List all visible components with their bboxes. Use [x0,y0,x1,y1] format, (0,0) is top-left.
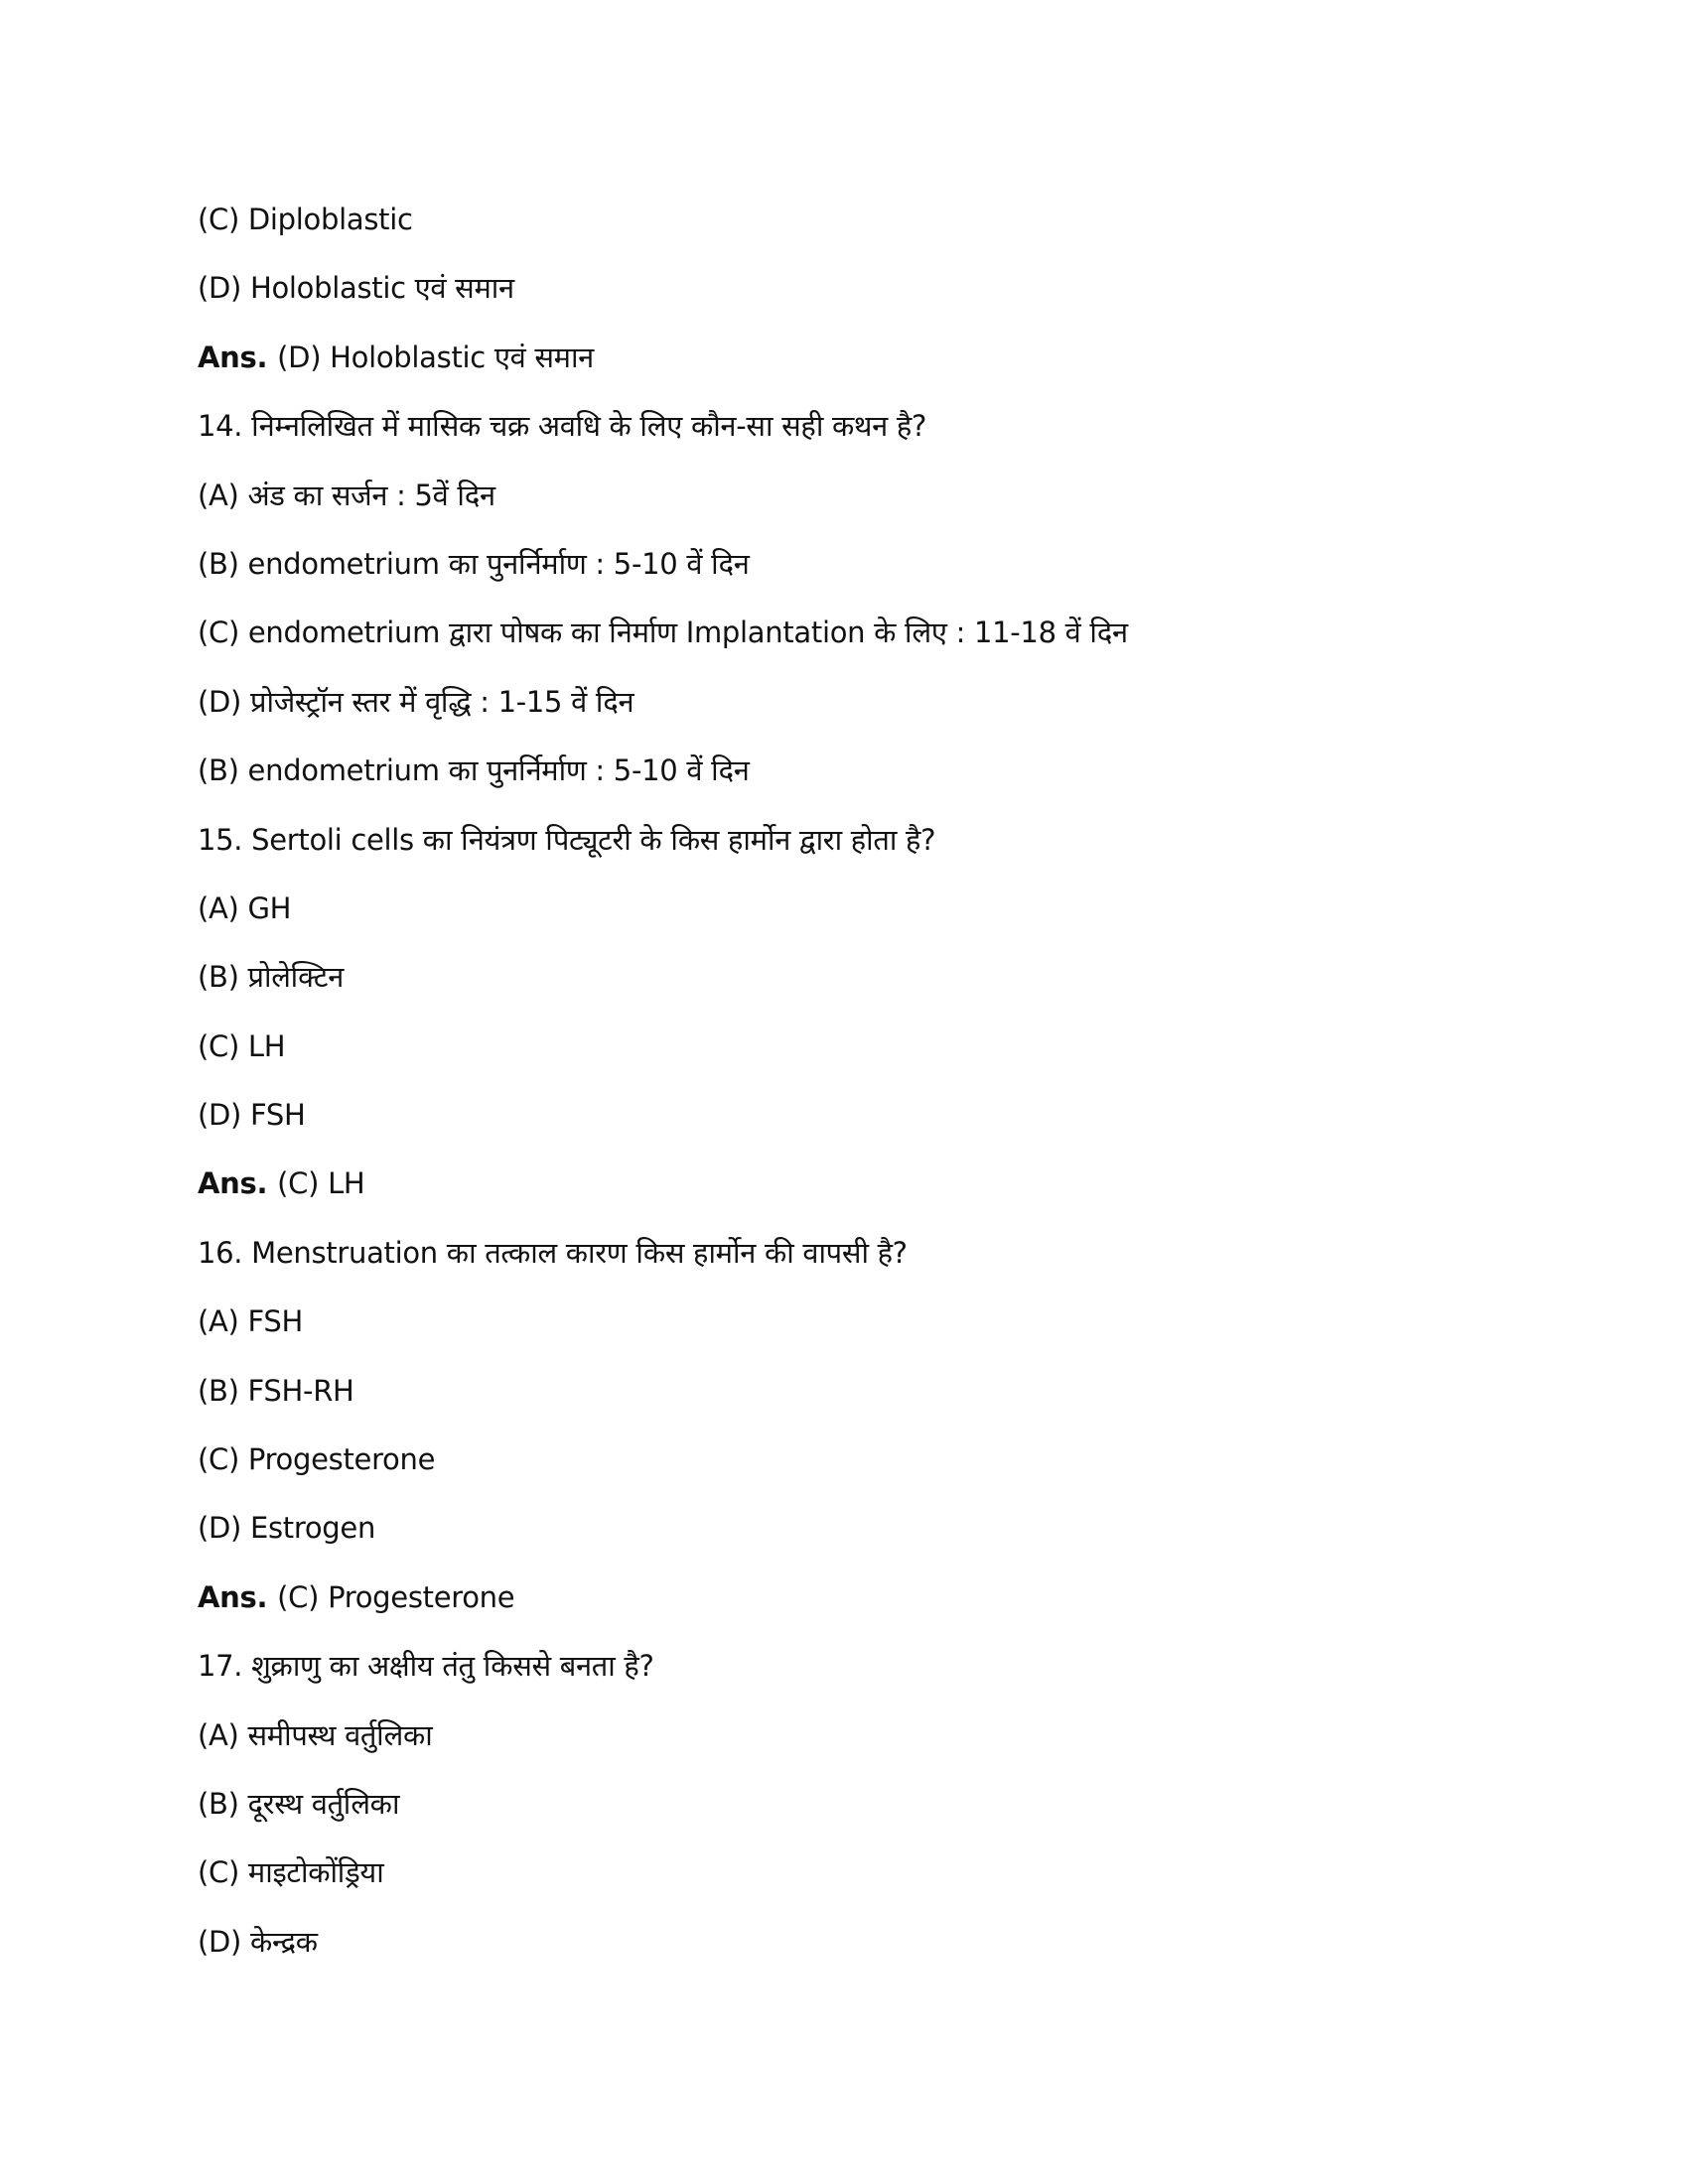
answer-text: (C) LH [277,1166,365,1201]
question-text: 14. निम्नलिखित में मासिक चक्र अवधि के लिए कौन-सा सही कथन है? [198,409,927,444]
option-text: (A) GH [198,890,292,925]
option-text: (C) Diploblastic [198,203,413,236]
document-body [198,186,1588,1977]
option-text: (D) प्रोजेस्ट्रॉन स्तर में वृद्धि : 1-15 वें दिन [198,684,634,719]
answer-label: Ans. [198,340,268,374]
option-text: (B) प्रोलेक्टिन [198,960,345,995]
option-text: (A) FSH [198,1304,303,1339]
question-text: 15. Sertoli cells का नियंत्रण पिट्यूटरी के किस हार्मोन द्वारा होता है? [198,822,936,857]
option-text: (D) केन्द्रक [198,1924,318,1959]
answer-line [198,1564,1588,1632]
option-text: (C) Progesterone [198,1442,436,1477]
answer-line [198,324,1588,392]
answer-text: (D) Holoblastic एवं समान [277,340,594,374]
option-text: (B) endometrium का पुनर्निर्माण : 5-10 वें दिन [198,753,750,788]
option-text: (B) endometrium का पुनर्निर्माण : 5-10 वें दिन [198,546,750,581]
option-text: (C) endometrium द्वारा पोषक का निर्माण Implantation के लिए : 11-18 वें दिन [198,615,1128,650]
option-text: (C) माइटोकोंड्रिया [198,1855,384,1890]
option-text: (A) समीपस्थ वर्तुलिका [198,1717,433,1752]
option-text: (D) FSH [198,1098,306,1133]
question-text: 17. शुक्राणु का अक्षीय तंतु किससे बनता है? [198,1649,654,1684]
answer-text: (C) Progesterone [277,1579,515,1614]
option-text: (D) Holoblastic एवं समान [198,271,514,306]
option-text: (B) दूरस्थ वर्तुलिका [198,1786,400,1821]
option-text: (C) LH [198,1028,286,1063]
option-text: (A) अंड का सर्जन : 5वें दिन [198,478,495,512]
answer-line [198,1150,1588,1218]
question-text: 16. Menstruation का तत्काल कारण किस हार्मोन की वापसी है? [198,1235,908,1270]
answer-label: Ans. [198,1579,268,1614]
answer-label: Ans. [198,1166,268,1201]
option-text: (D) Estrogen [198,1511,376,1546]
option-text: (B) FSH-RH [198,1373,354,1408]
